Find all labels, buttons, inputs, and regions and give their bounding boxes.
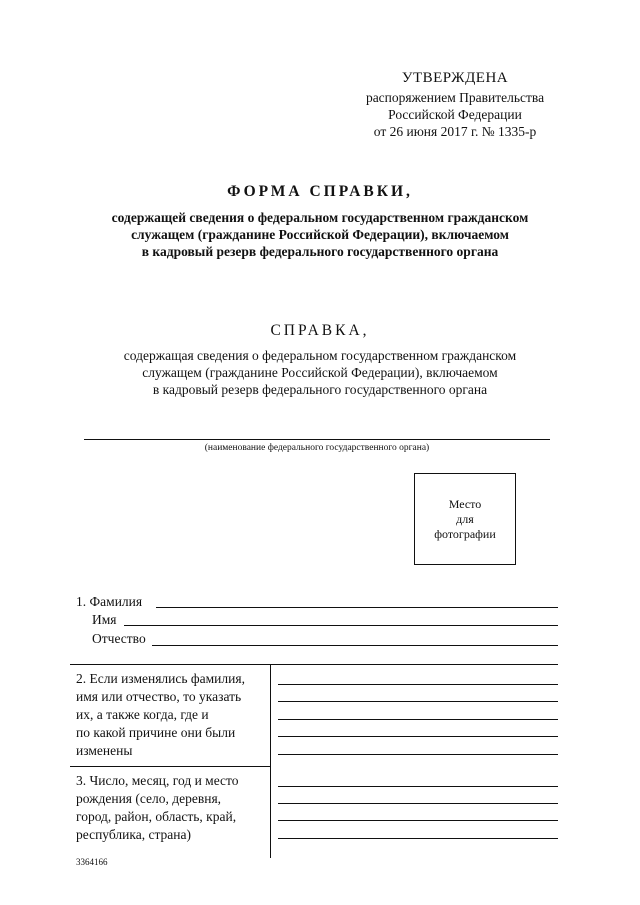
question-line: их, а также когда, где и (76, 707, 209, 722)
photo-label: Место (448, 496, 482, 511)
org-name-field[interactable] (84, 439, 550, 440)
birth-answer-line[interactable] (278, 803, 558, 804)
form-subtitle (60, 209, 580, 260)
approval-heading: УТВЕРЖДЕНА (401, 70, 509, 86)
question-line: по какой причине они были (76, 725, 236, 740)
approval-line: Российской Федерации (388, 107, 522, 122)
changed-name-question (76, 670, 268, 760)
question-line: имя или отчество, то указать (76, 689, 242, 704)
name-field[interactable] (124, 625, 558, 626)
certificate-title: СПРАВКА, (270, 322, 370, 339)
org-name-caption: (наименование федерального государственного органа) (204, 443, 430, 453)
birth-question (76, 772, 268, 844)
changed-name-answer-line[interactable] (278, 736, 558, 737)
certificate-subtitle (60, 347, 580, 398)
table-top-rule (70, 664, 558, 665)
table-row-divider (70, 766, 270, 767)
photo-placeholder (414, 473, 516, 565)
patronymic-label: Отчество (92, 631, 146, 646)
question-line: 2. Если изменялись фамилия, (76, 671, 245, 686)
changed-name-answer-line[interactable] (278, 684, 558, 685)
approval-line: распоряжением Правительства (365, 90, 545, 105)
form-subtitle-line: содержащей сведения о федеральном государственном гражданском (111, 210, 529, 225)
surname-label: 1. Фамилия (76, 594, 143, 609)
certificate-subtitle-line: содержащая сведения о федеральном государственном гражданском (123, 348, 517, 363)
certificate-subtitle-line: служащем (гражданине Российской Федерации), включаемом (142, 365, 498, 380)
surname-field[interactable] (156, 607, 558, 608)
name-label: Имя (92, 612, 117, 627)
approval-line: от 26 июня 2017 г. № 1335-р (373, 124, 537, 139)
table-column-divider (270, 664, 271, 858)
birth-answer-line[interactable] (278, 838, 558, 839)
birth-answer-line[interactable] (278, 820, 558, 821)
changed-name-answer-line[interactable] (278, 701, 558, 702)
document-number: 3364166 (76, 857, 108, 867)
photo-label: фотографии (434, 526, 496, 541)
form-subtitle-line: служащем (гражданине Российской Федерации), включаемом (131, 227, 509, 242)
form-subtitle-line: в кадровый резерв федерального государственного органа (141, 244, 499, 259)
question-line: город, район, область, край, (76, 809, 237, 824)
question-line: рождения (село, деревня, (76, 791, 222, 806)
patronymic-field[interactable] (152, 645, 558, 646)
approval-block (340, 70, 570, 140)
form-title: ФОРМА СПРАВКИ, (227, 183, 413, 200)
certificate-subtitle-line: в кадровый резерв федерального государственного органа (152, 382, 488, 397)
question-line: республика, страна) (76, 827, 191, 842)
changed-name-answer-line[interactable] (278, 719, 558, 720)
question-line: изменены (76, 743, 133, 758)
question-line: 3. Число, месяц, год и место (76, 773, 239, 788)
photo-label: для (456, 511, 474, 526)
changed-name-answer-line[interactable] (278, 754, 558, 755)
birth-answer-line[interactable] (278, 786, 558, 787)
